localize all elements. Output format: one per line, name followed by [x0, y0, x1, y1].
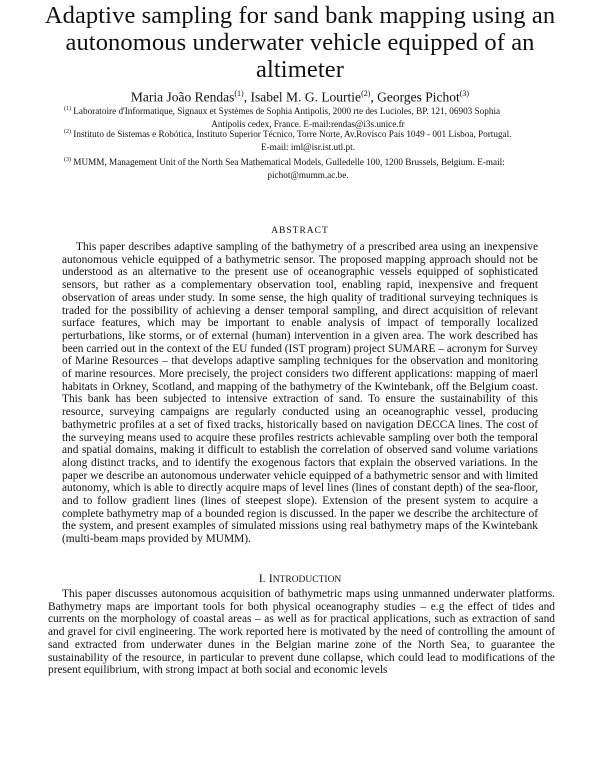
affiliation: [64, 126, 552, 153]
affiliation-line: MUMM, Management Unit of the North Sea Mathematical Models, Gulledelle 100, 1200 Brussels, Belgium. E-mail:: [73, 157, 505, 168]
author-list: Maria João Rendas$^{(1)}$, Isabel M. G. Lourtie$^{(2)}$, Georges Pichot$^{(3)}$: [130, 89, 470, 105]
author-name: Georges Pichot: [377, 89, 460, 105]
section-initial: I: [268, 571, 273, 585]
author-name: Isabel M. G. Lourtie: [250, 89, 362, 105]
affiliation-line: E-mail: iml@isr.ist.utl.pt.: [261, 141, 355, 152]
affiliation: [64, 154, 552, 181]
affiliation-line: Laboratoire d'Informatique, Signaux et Systèmes de Sophia Antipolis, 2000 rte des Lucioles, BP. 121, 06903 Sophia: [73, 106, 501, 117]
section-heading: [0, 571, 600, 586]
section-title-rest: NTRODUCTION: [272, 575, 342, 585]
affiliation-mark: (3): [64, 157, 71, 163]
author-mark: (1): [234, 89, 244, 98]
affiliation-line: pichot@mumm.ac.be.: [267, 169, 349, 180]
author-name: Maria João Rendas: [130, 89, 235, 105]
section-number: I.: [258, 571, 266, 585]
affiliation-line: Antipolis cedex, France. E-mail:rendas@i3s.unice.fr: [211, 118, 405, 129]
author-mark: (2): [361, 89, 371, 98]
affiliation-line: Instituto de Sistemas e Robótica, Instituto Superior Técnico, Torre Norte, Av.Rovisco Pais 1049 - 001 Lisboa, Portugal.: [73, 129, 512, 140]
affiliation-mark: (1): [64, 106, 71, 112]
abstract-body: This paper describes adaptive sampling of the bathymetry of a prescribed area using an inexpensive autonomous vehicle equipped of a bathymetric sensor. The proposed mapping approach should not be understood as an alternative to the present use of oceanographic vessels equipped of sophisticated sensors, but rather as a complementary observation tool, enabling rapid, inexpensive and frequent observation of areas under study. In some sense, the high quality of traditional surveying techniques is traded for the possibility of achieving a denser temporal sampling, and direct acquisition of relevant surface features, which may be important to enable analysis of impact of temporally localized perturbations, like storms, or of external (human) intervention in a given area. The work described has been carried out in the context of the EU funded (IST program) project SUMARE – acronym for Survey of Marine Resources – that develops adaptive sampling techniques for the observation and monitoring of marine resources. More precisely, the project considers two different applications: mapping of maerl habitats in Orkney, Scotland, and mapping of the bathymetry of the Kwintebank, off the Belgium coast. This bank has been subjected to intensive extraction of sand. To ensure the sustainability of this resource, surveying campaigns are regularly conducted using an oceanographic vessel, producing bathymetric profiles at a set of fixed tracks, historically based on navigation DECCA lines. The cost of the surveying means used to acquire these profiles restricts achievable sampling over both the temporal and spatial domains, making it difficult to establish the correlation of observed sand volume variations along distinct tracks, and to identify the exogenous factors that explain the observed variations. In the paper we describe an autonomous underwater vehicle equipped of a bathymetric sensor and with limited autonomy, which is able to directly acquire maps of level lines (lines of constant depth) of the sea-floor, and to follow gradient lines (lines of steepest slope). Extension of the present system to acquire a complete bathymetry map of a bounded region is discussed. In the paper we describe the architecture of the system, and present examples of simulated missions using real bathymetry maps of the Kwintebank (multi-beam maps provided by MUMM).: [62, 241, 538, 546]
intro-paragraph: This paper discusses autonomous acquisition of bathymetric maps using unmanned underwater platforms. Bathymetry maps are important tools for both physical oceanography studies – e.g the effect of tides and currents on the morphology of coastal areas – as well as for practical applications, such as extraction of sand and gravel for civil engineering. The work reported here is motivated by the need of controlling the amount of sand extracted from underwater dunes in the Belgian marine zone of the North Sea, to guarantee the sustainability of the resource, in particular to prevent dune collapse, which could lead to modifications of the present equilibrium, with strong impact at both social and economic levels: [48, 588, 555, 677]
paper-title: Adaptive sampling for sand bank mapping using an autonomous underwater vehicle equipped of an altimeter: [44, 2, 556, 83]
abstract-heading: ABSTRACT: [271, 226, 329, 236]
affiliation-mark: (2): [64, 129, 71, 135]
author-mark: (3): [459, 89, 470, 98]
